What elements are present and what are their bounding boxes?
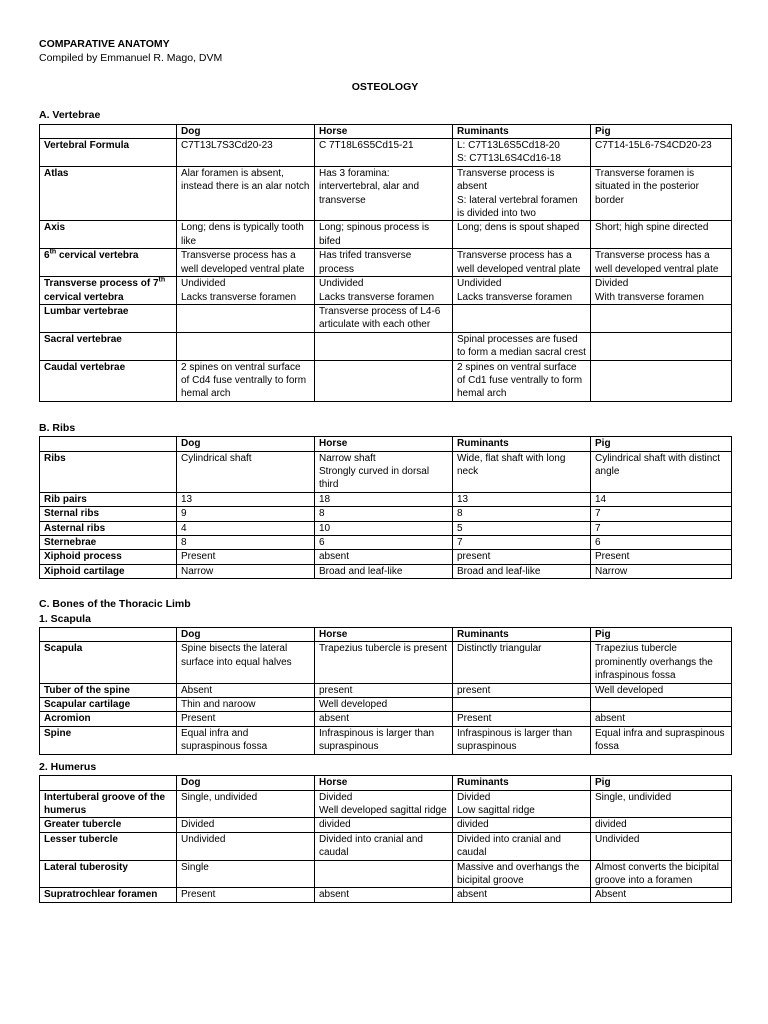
- table-row: [40, 507, 732, 521]
- cell-pig: Well developed: [591, 683, 732, 697]
- cell-ruminants: L: C7T13L6S5Cd18-20 S: C7T13L6S4Cd16-18: [453, 139, 591, 167]
- row-label: Intertuberal groove of the humerus: [40, 790, 177, 818]
- table-header-row: [40, 437, 732, 451]
- cell-ruminants: 2 spines on ventral surface of Cd1 fuse ventrally to form hemal arch: [453, 360, 591, 401]
- row-label: Supratrochlear foramen: [40, 888, 177, 902]
- cell-ruminants: Long; dens is spout shaped: [453, 221, 591, 249]
- cell-ruminants: Undivided Lacks transverse foramen: [453, 277, 591, 305]
- table-row: [40, 332, 732, 360]
- cell-horse: absent: [315, 712, 453, 726]
- cell-pig: Single, undivided: [591, 790, 732, 818]
- cell-ruminants: Broad and leaf-like: [453, 564, 591, 578]
- table-row: [40, 726, 732, 754]
- header-cell-horse: Horse: [315, 776, 453, 790]
- header-cell-horse: Horse: [315, 437, 453, 451]
- cell-ruminants: 7: [453, 536, 591, 550]
- row-label: Xiphoid cartilage: [40, 564, 177, 578]
- header-cell-dog: Dog: [177, 628, 315, 642]
- row-label: Lesser tubercle: [40, 832, 177, 860]
- cell-pig: 7: [591, 521, 732, 535]
- cell-dog: Thin and naroow: [177, 698, 315, 712]
- header-cell-ruminants: Ruminants: [453, 124, 591, 138]
- cell-horse: present: [315, 683, 453, 697]
- cell-ruminants: present: [453, 683, 591, 697]
- row-label: Spine: [40, 726, 177, 754]
- table-row: [40, 683, 732, 697]
- cell-horse: Divided Well developed sagittal ridge: [315, 790, 453, 818]
- cell-dog: 2 spines on ventral surface of Cd4 fuse ventrally to form hemal arch: [177, 360, 315, 401]
- cell-horse: 10: [315, 521, 453, 535]
- cell-ruminants: Spinal processes are fused to form a median sacral crest: [453, 332, 591, 360]
- main-title: OSTEOLOGY: [351, 80, 419, 93]
- cell-dog: 9: [177, 507, 315, 521]
- table-row: [40, 249, 732, 277]
- cell-pig: Present: [591, 550, 732, 564]
- vertebrae-table: [39, 124, 732, 402]
- header-cell-dog: Dog: [177, 124, 315, 138]
- cell-horse: Long; spinous process is bifed: [315, 221, 453, 249]
- cell-pig: C7T14-15L6-7S4CD20-23: [591, 139, 732, 167]
- cell-horse: [315, 360, 453, 401]
- cell-ruminants: absent: [453, 888, 591, 902]
- humerus-table: [39, 775, 732, 903]
- cell-pig: [591, 332, 732, 360]
- header-cell-dog: Dog: [177, 437, 315, 451]
- cell-pig: Transverse foramen is situated in the posterior border: [591, 166, 732, 221]
- table-row: [40, 564, 732, 578]
- cell-ruminants: Massive and overhangs the bicipital groove: [453, 860, 591, 888]
- row-label: Rib pairs: [40, 492, 177, 506]
- table-row: [40, 166, 732, 221]
- header-cell-ruminants: Ruminants: [453, 776, 591, 790]
- row-label: Ribs: [40, 451, 177, 492]
- table-header-row: [40, 628, 732, 642]
- cell-pig: absent: [591, 712, 732, 726]
- table-row: [40, 818, 732, 832]
- cell-ruminants: [453, 698, 591, 712]
- cell-horse: Infraspinous is larger than supraspinous: [315, 726, 453, 754]
- cell-ruminants: Transverse process is absent S: lateral vertebral foramen is divided into two: [453, 166, 591, 221]
- row-label: Lumbar vertebrae: [40, 304, 177, 332]
- table-row: [40, 790, 732, 818]
- cell-horse: Transverse process of L4-6 articulate with each other: [315, 304, 453, 332]
- cell-horse: [315, 332, 453, 360]
- header-cell-pig: Pig: [591, 628, 732, 642]
- table-row: [40, 360, 732, 401]
- cell-pig: [591, 304, 732, 332]
- cell-ruminants: 8: [453, 507, 591, 521]
- cell-dog: Present: [177, 888, 315, 902]
- row-label: Scapula: [40, 642, 177, 683]
- row-label: Vertebral Formula: [40, 139, 177, 167]
- table-row: [40, 521, 732, 535]
- cell-dog: Equal infra and supraspinous fossa: [177, 726, 315, 754]
- table-row: [40, 860, 732, 888]
- cell-horse: Narrow shaft Strongly curved in dorsal third: [315, 451, 453, 492]
- cell-ruminants: Distinctly triangular: [453, 642, 591, 683]
- table-row: [40, 888, 732, 902]
- table-row: [40, 451, 732, 492]
- cell-pig: Absent: [591, 888, 732, 902]
- cell-dog: Long; dens is typically tooth like: [177, 221, 315, 249]
- table-row: [40, 492, 732, 506]
- header-cell-horse: Horse: [315, 628, 453, 642]
- cell-ruminants: Present: [453, 712, 591, 726]
- cell-dog: 8: [177, 536, 315, 550]
- cell-dog: 13: [177, 492, 315, 506]
- cell-horse: [315, 860, 453, 888]
- cell-pig: Equal infra and supraspinous fossa: [591, 726, 732, 754]
- header-cell-blank: [40, 124, 177, 138]
- cell-ruminants: 13: [453, 492, 591, 506]
- cell-pig: 14: [591, 492, 732, 506]
- row-label: Sternal ribs: [40, 507, 177, 521]
- header-cell-blank: [40, 628, 177, 642]
- section-heading-vertebrae: A. Vertebrae: [39, 109, 101, 122]
- table-row: [40, 698, 732, 712]
- row-label: Atlas: [40, 166, 177, 221]
- header-cell-pig: Pig: [591, 124, 732, 138]
- cell-horse: Broad and leaf-like: [315, 564, 453, 578]
- cell-horse: Has 3 foramina: intervertebral, alar and transverse: [315, 166, 453, 221]
- cell-ruminants: Infraspinous is larger than supraspinous: [453, 726, 591, 754]
- row-label: Xiphoid process: [40, 550, 177, 564]
- cell-dog: Present: [177, 550, 315, 564]
- cell-pig: [591, 698, 732, 712]
- cell-dog: [177, 332, 315, 360]
- cell-pig: Undivided: [591, 832, 732, 860]
- row-label: 6th cervical vertebra: [40, 249, 177, 277]
- table-row: [40, 221, 732, 249]
- cell-dog: Alar foramen is absent, instead there is an alar notch: [177, 166, 315, 221]
- row-label: Tuber of the spine: [40, 683, 177, 697]
- cell-pig: Short; high spine directed: [591, 221, 732, 249]
- cell-ruminants: Transverse process has a well developed ventral plate: [453, 249, 591, 277]
- cell-pig: Narrow: [591, 564, 732, 578]
- section-heading-thoracic-limb: C. Bones of the Thoracic Limb: [39, 598, 191, 611]
- row-label: Sacral vertebrae: [40, 332, 177, 360]
- row-label: Greater tubercle: [40, 818, 177, 832]
- cell-dog: Cylindrical shaft: [177, 451, 315, 492]
- cell-ruminants: 5: [453, 521, 591, 535]
- header-cell-ruminants: Ruminants: [453, 437, 591, 451]
- cell-pig: divided: [591, 818, 732, 832]
- table-row: [40, 139, 732, 167]
- cell-horse: Has trifed transverse process: [315, 249, 453, 277]
- cell-horse: 8: [315, 507, 453, 521]
- header-cell-blank: [40, 776, 177, 790]
- cell-dog: Divided: [177, 818, 315, 832]
- cell-horse: Trapezius tubercle is present: [315, 642, 453, 683]
- header-cell-blank: [40, 437, 177, 451]
- ribs-table: [39, 436, 732, 579]
- table-row: [40, 712, 732, 726]
- cell-dog: Transverse process has a well developed ventral plate: [177, 249, 315, 277]
- cell-ruminants: Divided Low sagittal ridge: [453, 790, 591, 818]
- cell-ruminants: [453, 304, 591, 332]
- table-row: [40, 304, 732, 332]
- section-heading-ribs: B. Ribs: [39, 421, 76, 434]
- subsection-heading-scapula: 1. Scapula: [39, 612, 91, 625]
- row-label: Acromion: [40, 712, 177, 726]
- cell-dog: Undivided Lacks transverse foramen: [177, 277, 315, 305]
- cell-dog: Spine bisects the lateral surface into equal halves: [177, 642, 315, 683]
- cell-horse: C 7T18L6S5Cd15-21: [315, 139, 453, 167]
- cell-ruminants: Wide, flat shaft with long neck: [453, 451, 591, 492]
- header-cell-horse: Horse: [315, 124, 453, 138]
- table-header-row: [40, 124, 732, 138]
- cell-pig: 6: [591, 536, 732, 550]
- header-cell-pig: Pig: [591, 776, 732, 790]
- table-row: [40, 832, 732, 860]
- cell-horse: 6: [315, 536, 453, 550]
- document-page: [39, 38, 731, 903]
- scapula-table: [39, 627, 732, 755]
- cell-horse: divided: [315, 818, 453, 832]
- row-label: Caudal vertebrae: [40, 360, 177, 401]
- cell-pig: Transverse process has a well developed ventral plate: [591, 249, 732, 277]
- cell-dog: Absent: [177, 683, 315, 697]
- row-label: Axis: [40, 221, 177, 249]
- cell-pig: Almost converts the bicipital groove into a foramen: [591, 860, 732, 888]
- cell-dog: Single: [177, 860, 315, 888]
- cell-ruminants: present: [453, 550, 591, 564]
- cell-horse: Divided into cranial and caudal: [315, 832, 453, 860]
- cell-dog: 4: [177, 521, 315, 535]
- cell-dog: [177, 304, 315, 332]
- row-label: Scapular cartilage: [40, 698, 177, 712]
- cell-horse: absent: [315, 550, 453, 564]
- table-header-row: [40, 776, 732, 790]
- cell-dog: C7T13L7S3Cd20-23: [177, 139, 315, 167]
- cell-ruminants: Divided into cranial and caudal: [453, 832, 591, 860]
- cell-dog: Present: [177, 712, 315, 726]
- cell-horse: 18: [315, 492, 453, 506]
- subsection-heading-humerus: 2. Humerus: [39, 760, 97, 773]
- cell-horse: Well developed: [315, 698, 453, 712]
- row-label: Sternebrae: [40, 536, 177, 550]
- cell-dog: Single, undivided: [177, 790, 315, 818]
- header-cell-pig: Pig: [591, 437, 732, 451]
- table-row: [40, 642, 732, 683]
- cell-pig: Cylindrical shaft with distinct angle: [591, 451, 732, 492]
- cell-horse: Undivided Lacks transverse foramen: [315, 277, 453, 305]
- cell-dog: Undivided: [177, 832, 315, 860]
- cell-ruminants: divided: [453, 818, 591, 832]
- row-label: Lateral tuberosity: [40, 860, 177, 888]
- document-title: COMPARATIVE ANATOMY: [39, 38, 170, 50]
- cell-dog: Narrow: [177, 564, 315, 578]
- row-label: Asternal ribs: [40, 521, 177, 535]
- document-subtitle: Compiled by Emmanuel R. Mago, DVM: [39, 52, 223, 65]
- cell-pig: 7: [591, 507, 732, 521]
- cell-horse: absent: [315, 888, 453, 902]
- header-cell-dog: Dog: [177, 776, 315, 790]
- cell-pig: Divided With transverse foramen: [591, 277, 732, 305]
- cell-pig: [591, 360, 732, 401]
- table-row: [40, 277, 732, 305]
- header-cell-ruminants: Ruminants: [453, 628, 591, 642]
- cell-pig: Trapezius tubercle prominently overhangs the infraspinous fossa: [591, 642, 732, 683]
- table-row: [40, 550, 732, 564]
- table-row: [40, 536, 732, 550]
- row-label: Transverse process of 7th cervical vertebra: [40, 277, 177, 305]
